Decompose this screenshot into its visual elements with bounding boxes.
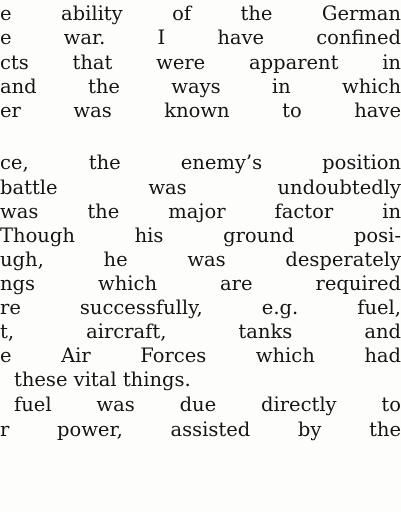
text-line: Though his ground posi-: [0, 224, 401, 247]
text-line: re successfully, e.g. fuel,: [0, 296, 401, 319]
text-line: e war. I have confined: [0, 26, 401, 49]
text-line: r power, assisted by the: [0, 418, 401, 441]
text-line: cts that were apparent in: [0, 51, 401, 74]
text-line: ngs which are required: [0, 272, 401, 295]
text-line: battle was undoubtedly: [0, 176, 401, 199]
text-line: and the ways in which: [0, 75, 401, 98]
text-line: er was known to have: [0, 99, 401, 122]
text-line: ugh, he was desperately: [0, 248, 401, 271]
text-line: these vital things.: [14, 368, 191, 391]
text-line: e Air Forces which had: [0, 344, 401, 367]
text-line: t, aircraft, tanks and: [0, 320, 401, 343]
text-line: ce, the enemy’s position: [0, 151, 401, 174]
text-line: was the major factor in: [0, 200, 401, 223]
text-line: fuel was due directly to: [14, 393, 401, 416]
text-line: e ability of the German: [0, 2, 401, 25]
